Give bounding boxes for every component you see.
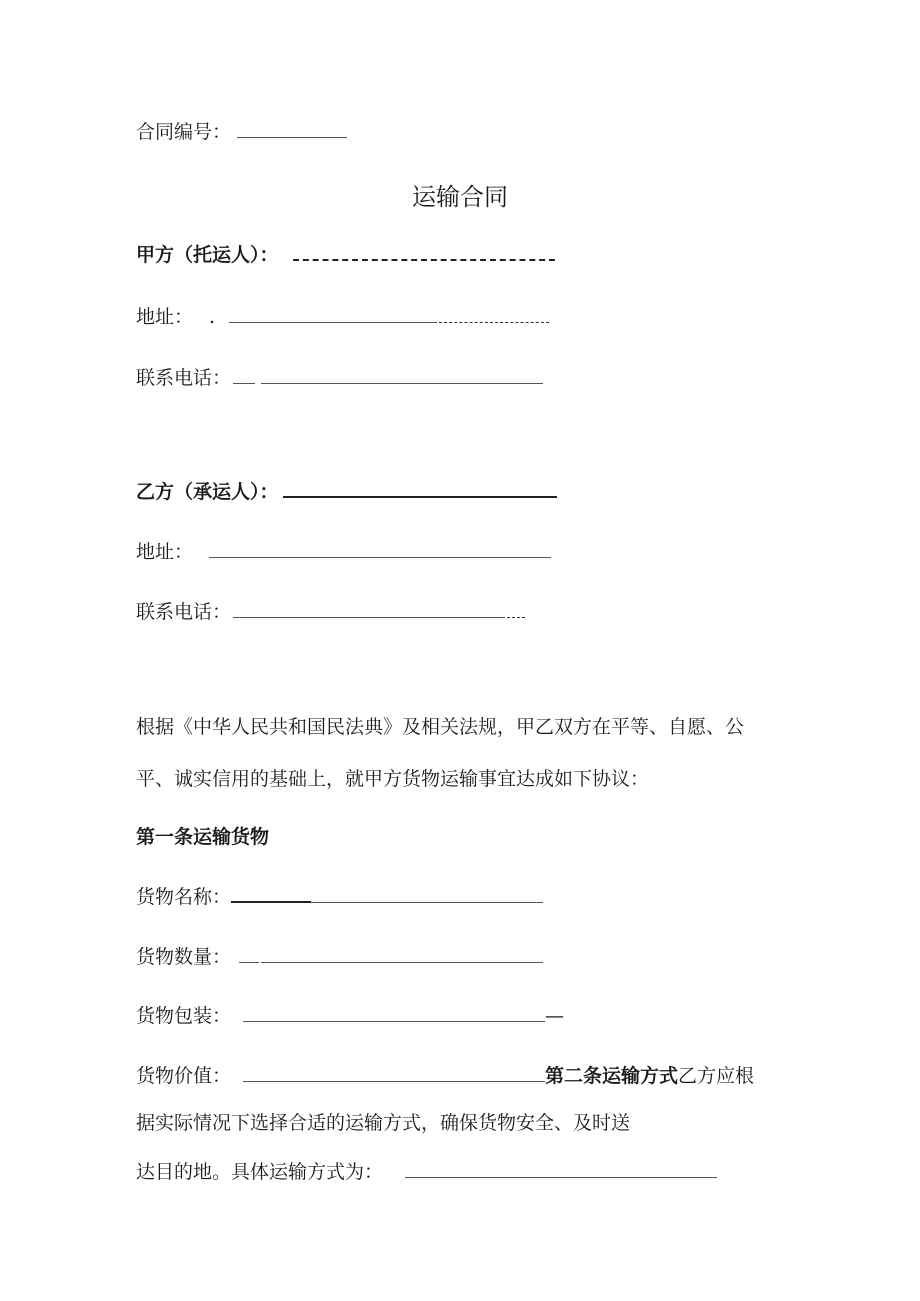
party-b-phone-row [136,600,525,624]
party-b-address-row [136,540,551,564]
party-a-address-field-extension[interactable] [439,310,549,323]
transport-method-field[interactable] [405,1163,717,1178]
contract-number-field[interactable] [237,123,347,138]
party-a-address-field[interactable] [229,308,437,323]
party-b-phone-label: 联系电话： [136,601,232,623]
party-b-name-field[interactable] [283,482,557,498]
goods-packaging-label: 货物包装： [136,1005,232,1027]
goods-value-field[interactable] [243,1067,545,1082]
party-a-address-label: 地址： [136,306,194,328]
goods-value-label: 货物价值： [136,1065,232,1087]
party-b-address-field[interactable] [209,543,551,558]
goods-name-label: 货物名称： [136,886,232,908]
party-b-address-label: 地址： [136,541,194,563]
preamble-line-2: 平、诚实信用的基础上，就甲方货物运输事宜达成如下协议： [136,768,650,790]
contract-number-label: 合同编号： [136,121,232,143]
party-b-row [136,480,557,504]
goods-packaging-row [136,1004,564,1028]
party-a-address-row [136,305,549,329]
party-a-phone-row [136,366,543,390]
party-b-phone-field-extension[interactable] [507,605,525,618]
party-a-address-dot: . [209,306,216,328]
party-a-phone-field-prefix[interactable] [233,369,255,384]
goods-name-field[interactable] [231,887,311,903]
party-b-phone-field[interactable] [233,603,505,618]
page-title: 运输合同 [412,183,508,211]
contract-number-row [136,120,347,144]
goods-packaging-suffix: — [545,1005,565,1027]
transport-method-label: 达目的地。具体运输方式为： [136,1161,384,1183]
goods-value-row [136,1064,754,1088]
party-a-row [136,243,555,267]
article-2-text-inline: 乙方应根 [678,1065,755,1087]
transport-method-row [136,1160,717,1184]
goods-packaging-field[interactable] [243,1007,545,1022]
party-a-label: 甲方（托运人）： [136,244,279,266]
goods-quantity-field-prefix[interactable] [239,948,259,963]
goods-name-row [136,885,543,909]
party-a-phone-label: 联系电话： [136,367,232,389]
goods-quantity-label: 货物数量： [136,946,232,968]
article-1-heading: 第一条运输货物 [136,826,270,848]
party-b-label: 乙方（承运人）： [136,481,279,503]
party-a-name-field[interactable] [293,247,555,261]
party-a-phone-field[interactable] [261,369,543,384]
goods-quantity-field[interactable] [261,948,543,963]
preamble-line-1: 根据《中华人民共和国民法典》及相关法规，甲乙双方在平等、自愿、公 [136,716,745,738]
article-2-line-2: 据实际情况下选择合适的运输方式，确保货物安全、及时送 [136,1112,631,1134]
article-2-heading: 第二条运输方式 [545,1065,679,1087]
goods-quantity-row [136,945,543,969]
goods-name-field-extension[interactable] [311,888,543,903]
